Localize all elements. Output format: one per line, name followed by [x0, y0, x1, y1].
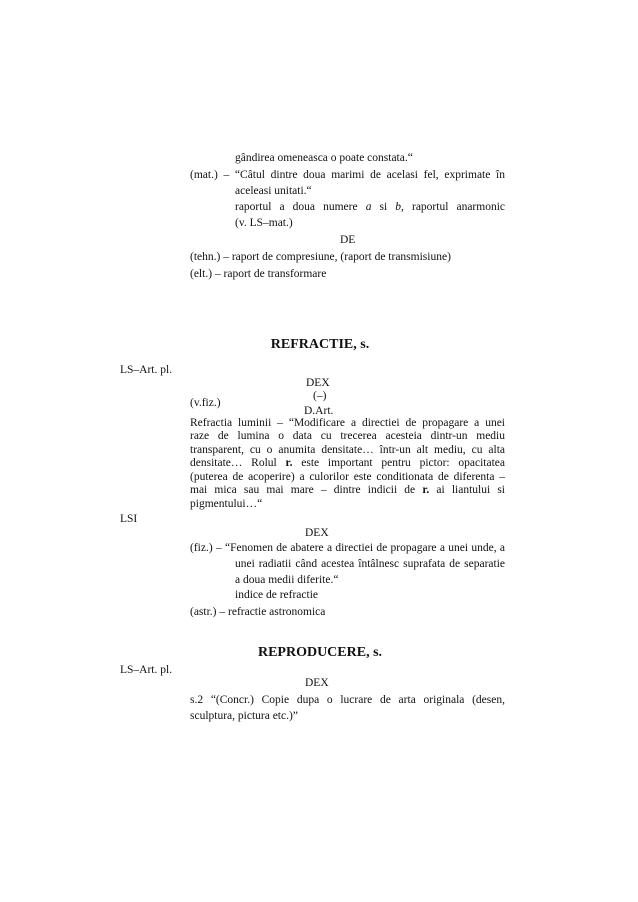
- definition-line: [190, 456, 505, 470]
- definition-line: sculptura, pictura etc.)”: [190, 710, 298, 722]
- definition-line: [190, 470, 505, 484]
- text-segment: transparent, cu o anumita densitate… într-un alt mediu, cu alta: [190, 444, 505, 456]
- definition-line: (elt.) – raport de transformare: [190, 268, 327, 280]
- text-segment: raportul a doua numere: [235, 201, 366, 213]
- text-segment: (mat.) – “Câtul dintre doua marimi de acelasi fel, exprimate în: [190, 169, 505, 181]
- definition-line: (astr.) – refractie astronomica: [190, 606, 326, 618]
- definition-line: [190, 416, 505, 430]
- text-segment: mai mica sau mai mare – dintre indicii de: [190, 484, 423, 496]
- definition-line: [235, 557, 505, 571]
- abbreviation-bold: r.: [285, 457, 293, 469]
- text-segment: raze de lumina o data cu trecerea acesteia dintr-un mediu: [190, 430, 505, 442]
- text-segment: (fiz.) – “Fenomen de abatere a directiei de propagare a unei unde, a: [190, 542, 505, 554]
- headword-reproducere: REPRODUCERE, s.: [257, 645, 383, 660]
- definition-line: [190, 693, 505, 707]
- definition-line: [190, 168, 505, 182]
- definition-line: [235, 200, 505, 214]
- text-segment: densitate… Rolul: [190, 457, 286, 469]
- definition-line: aceleasi unitati.“: [235, 185, 312, 197]
- variable-a: a: [365, 201, 372, 213]
- cross-reference: (v. LS–mat.): [235, 217, 293, 229]
- source-label: LS–Art. pl.: [120, 664, 173, 676]
- source-label: DEX: [305, 527, 329, 539]
- text-segment: s.2 “(Concr.) Copie dupa o lucrare de arta originala (desen,: [190, 694, 505, 706]
- source-label: D.Art.: [304, 405, 334, 417]
- source-label: DEX: [306, 377, 330, 389]
- related-term: indice de refractie: [235, 589, 318, 601]
- text-segment: (puterea de acoperire) a culorilor este conditionata de diferenta –: [190, 471, 505, 483]
- definition-line: [190, 541, 505, 555]
- text-segment: ai liantului si: [429, 484, 505, 496]
- text-segment: , raportul anarmonic: [401, 201, 506, 213]
- source-label: DEX: [305, 677, 329, 689]
- definition-line: [190, 483, 505, 497]
- text-segment: Refractia luminii – “Modificare a directiei de propagare a unei: [190, 417, 505, 429]
- source-label: LS–Art. pl.: [120, 364, 173, 376]
- definition-line: [190, 497, 262, 511]
- variable-b: b: [395, 201, 402, 213]
- abbreviation-bold: r.: [422, 484, 430, 496]
- text-segment: pigmentului…“: [190, 498, 263, 510]
- text-segment: este important pentru pictor: opacitatea: [292, 457, 505, 469]
- definition-line: gândirea omeneasca o poate constata.“: [235, 152, 413, 164]
- text-segment: unei radiatii când acestea întâlnesc suprafata de separatie: [235, 558, 505, 570]
- definition-line: [190, 443, 505, 457]
- definition-line: [190, 429, 505, 443]
- definition-line: (tehn.) – raport de compresiune, (raport de transmisiune): [190, 251, 451, 263]
- source-label: DE: [340, 234, 356, 246]
- headword-refractie: REFRACTIE, s.: [270, 337, 370, 352]
- source-value: (–): [313, 390, 327, 402]
- definition-line: a doua medii diferite.“: [235, 574, 339, 586]
- text-segment: si: [371, 201, 396, 213]
- source-label: LSI: [120, 513, 138, 525]
- domain-label: (v.fiz.): [190, 397, 221, 409]
